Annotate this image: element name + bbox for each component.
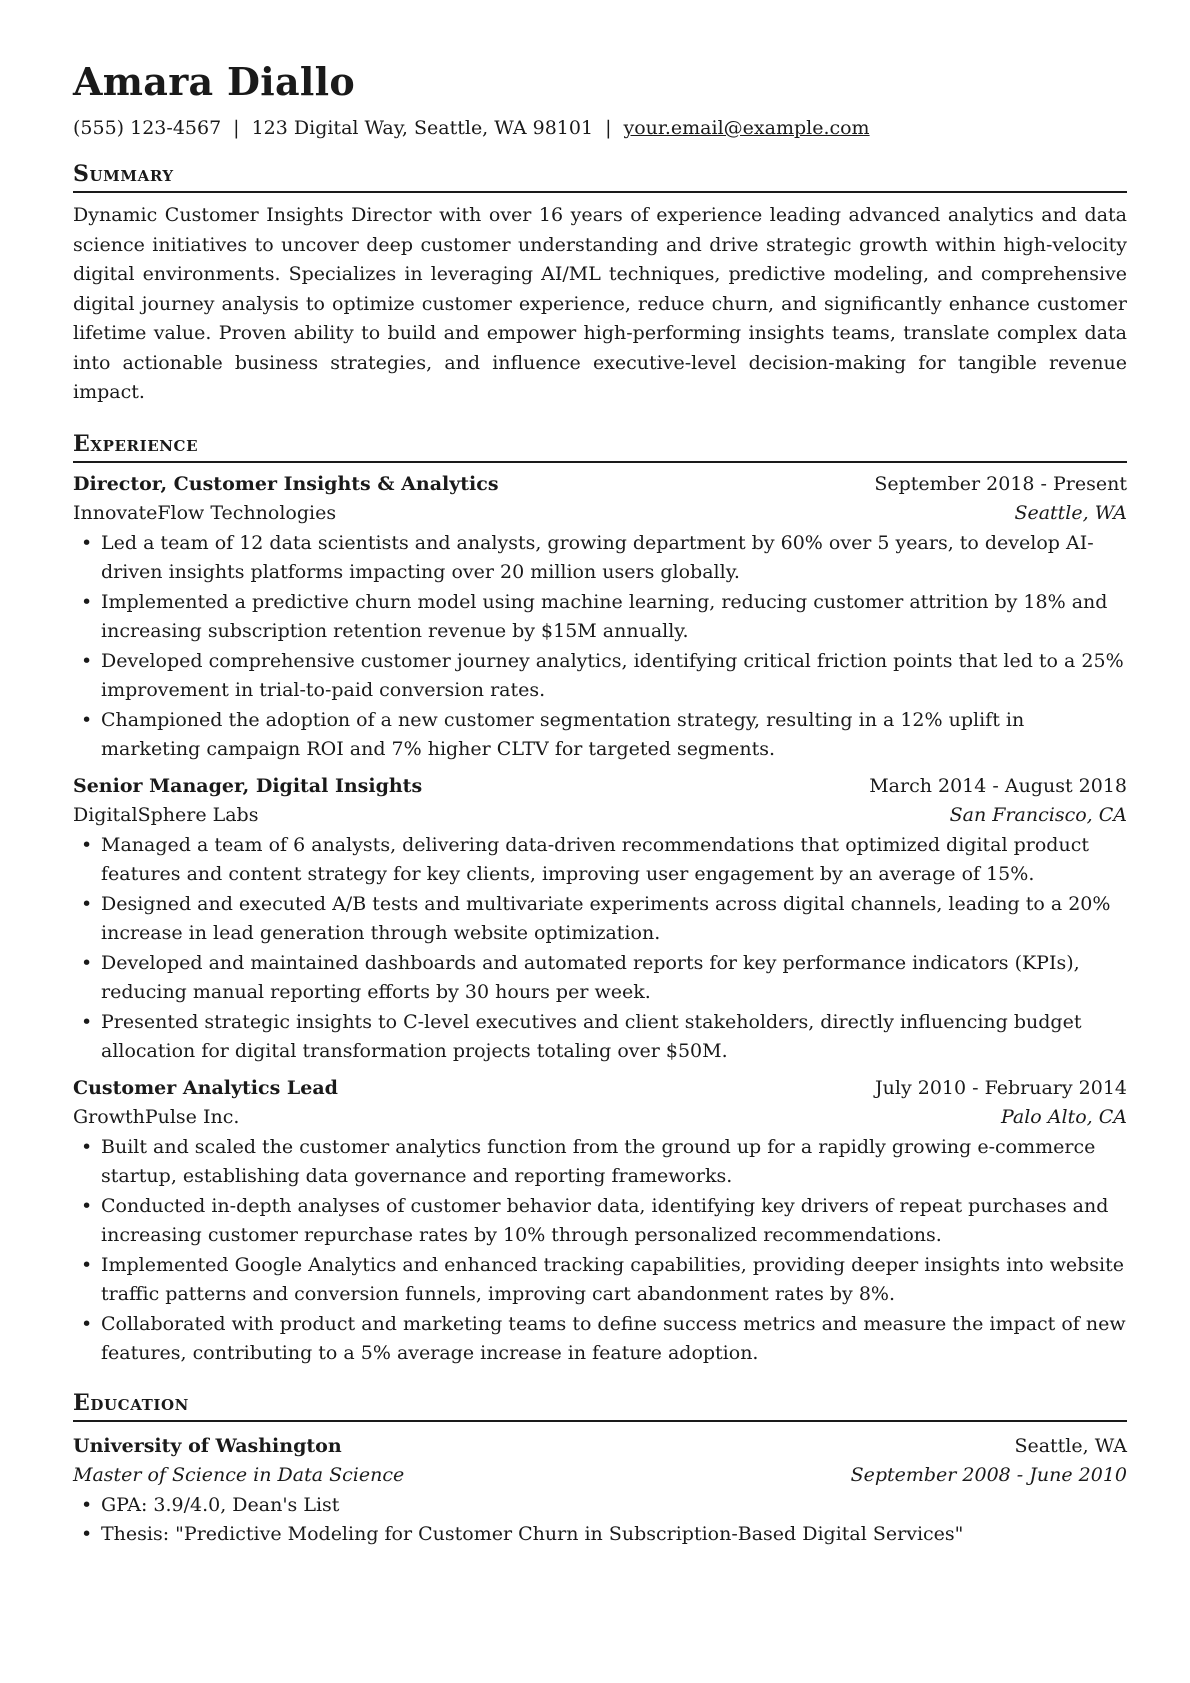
- experience-heading: Experience: [73, 430, 1127, 463]
- job-bullets: [73, 529, 1127, 765]
- job-location: Palo Alto, CA: [1000, 1106, 1127, 1128]
- bullet-text: Conducted in-depth analyses of customer behavior data, identifying key drivers of repeat purchases and increasing customer repurchase rates by 10% through personalized recommendations.: [101, 1194, 1109, 1246]
- address: 123 Digital Way, Seattle, WA 98101: [251, 117, 594, 139]
- bullet-icon: •: [81, 1523, 93, 1545]
- bullet-icon: •: [81, 531, 93, 554]
- company-name: GrowthPulse Inc.: [73, 1106, 240, 1128]
- list-item: [73, 647, 1127, 706]
- bullet-icon: •: [81, 1253, 93, 1276]
- bullet-text: Developed comprehensive customer journey analytics, identifying critical friction points that led to a 25% improvement in trial-to-paid conversion rates.: [101, 649, 1124, 701]
- job-location: San Francisco, CA: [949, 804, 1127, 826]
- bullet-icon: •: [81, 708, 93, 731]
- resume-page: [73, 60, 1127, 1550]
- bullet-text: Managed a team of 6 analysts, delivering data-driven recommendations that optimized digital product features and content strategy for key clients, improving user engagement by an average of 15%.: [101, 833, 1089, 885]
- job-title: Senior Manager, Digital Insights: [73, 774, 423, 797]
- bullet-text: Designed and executed A/B tests and multivariate experiments across digital channels, leading to a 20% increase in lead generation through website optimization.: [101, 892, 1111, 944]
- list-item: [73, 1310, 1127, 1369]
- bullet-icon: •: [81, 892, 93, 915]
- summary-paragraph: Dynamic Customer Insights Director with over 16 years of experience leading advanced analytics and data science initiatives to uncover deep customer understanding and drive strategic growth within high-velocity digital environments. Specializes in leveraging AI/ML techniques, predictive modeling, and comprehensive digital journey analysis to optimize customer experience, reduce churn, and significantly enhance customer lifetime value. Proven ability to build and empower high-performing insights teams, translate complex data into actionable business strategies, and influence executive-level decision-making for tangible revenue impact.: [73, 204, 1127, 403]
- job-title: Director, Customer Insights & Analytics: [73, 472, 499, 495]
- job-location: Seattle, WA: [1014, 502, 1127, 524]
- list-item: [73, 831, 1127, 890]
- list-item: [73, 1008, 1127, 1067]
- job-dates: July 2010 - February 2014: [875, 1076, 1127, 1099]
- contact-separator: |: [605, 117, 612, 139]
- list-item: [73, 529, 1127, 588]
- bullet-icon: •: [81, 1194, 93, 1217]
- bullet-icon: •: [81, 833, 93, 856]
- experience-entry: [73, 470, 1127, 765]
- education-dates: September 2008 - June 2010: [850, 1464, 1127, 1486]
- summary-heading: Summary: [73, 160, 1127, 193]
- job-bullets: [73, 831, 1127, 1067]
- bullet-icon: •: [81, 649, 93, 672]
- contact-separator: |: [233, 117, 240, 139]
- bullet-icon: •: [81, 1493, 93, 1516]
- school-name: University of Washington: [73, 1434, 342, 1457]
- list-item: [73, 706, 1127, 765]
- bullet-text: Thesis: "Predictive Modeling for Customer Churn in Subscription-Based Digital Services": [101, 1523, 964, 1545]
- job-title: Customer Analytics Lead: [73, 1076, 338, 1099]
- list-item: [73, 588, 1127, 647]
- email-link[interactable]: your.email@example.com: [623, 117, 870, 139]
- experience-entry: [73, 1074, 1127, 1369]
- list-item: [73, 890, 1127, 949]
- bullet-text: Championed the adoption of a new customer segmentation strategy, resulting in a 12% uplift in marketing campaign ROI and 7% higher CLTV for targeted segments.: [101, 708, 1025, 760]
- candidate-name: Amara Diallo: [73, 59, 356, 104]
- bullet-text: Implemented a predictive churn model using machine learning, reducing customer attrition by 18% and increasing subscription retention revenue by $15M annually.: [101, 590, 1108, 642]
- education-bullets: [73, 1491, 1127, 1550]
- bullet-text: Developed and maintained dashboards and automated reports for key performance indicators (KPIs), reducing manual reporting efforts by 30 hours per week.: [101, 951, 1080, 1003]
- bullet-icon: •: [81, 1010, 93, 1033]
- experience-entry: [73, 772, 1127, 1067]
- bullet-text: GPA: 3.9/4.0, Dean's List: [101, 1493, 340, 1516]
- list-item: [73, 1251, 1127, 1310]
- contact-line: [73, 116, 1127, 140]
- bullet-text: Implemented Google Analytics and enhanced tracking capabilities, providing deeper insights into website traffic patterns and conversion funnels, improving cart abandonment rates by 8%.: [101, 1253, 1125, 1305]
- list-item: [73, 949, 1127, 1008]
- phone-number: (555) 123-4567: [73, 117, 222, 139]
- list-item: [73, 1133, 1127, 1192]
- list-item: [73, 1491, 1127, 1521]
- list-item: [73, 1192, 1127, 1251]
- education-heading: Education: [73, 1389, 1127, 1422]
- list-item: [73, 1520, 1127, 1550]
- bullet-icon: •: [81, 590, 93, 613]
- education-entry: [73, 1432, 1127, 1550]
- degree: Master of Science in Data Science: [73, 1464, 405, 1486]
- job-bullets: [73, 1133, 1127, 1369]
- bullet-text: Built and scaled the customer analytics function from the ground up for a rapidly growing e-commerce startup, establishing data governance and reporting frameworks.: [101, 1135, 1096, 1187]
- job-dates: September 2018 - Present: [874, 472, 1127, 495]
- school-location: Seattle, WA: [1014, 1434, 1127, 1457]
- bullet-icon: •: [81, 1135, 93, 1158]
- company-name: InnovateFlow Technologies: [73, 502, 337, 524]
- job-dates: March 2014 - August 2018: [869, 774, 1127, 797]
- company-name: DigitalSphere Labs: [73, 804, 259, 826]
- bullet-text: Led a team of 12 data scientists and analysts, growing department by 60% over 5 years, to develop AI-driven insights platforms impacting over 20 million users globally.: [101, 531, 1094, 583]
- bullet-text: Collaborated with product and marketing teams to define success metrics and measure the impact of new features, contributing to a 5% average increase in feature adoption.: [101, 1312, 1126, 1364]
- bullet-icon: •: [81, 951, 93, 974]
- bullet-text: Presented strategic insights to C-level executives and client stakeholders, directly influencing budget allocation for digital transformation projects totaling over $50M.: [101, 1010, 1082, 1062]
- bullet-icon: •: [81, 1312, 93, 1335]
